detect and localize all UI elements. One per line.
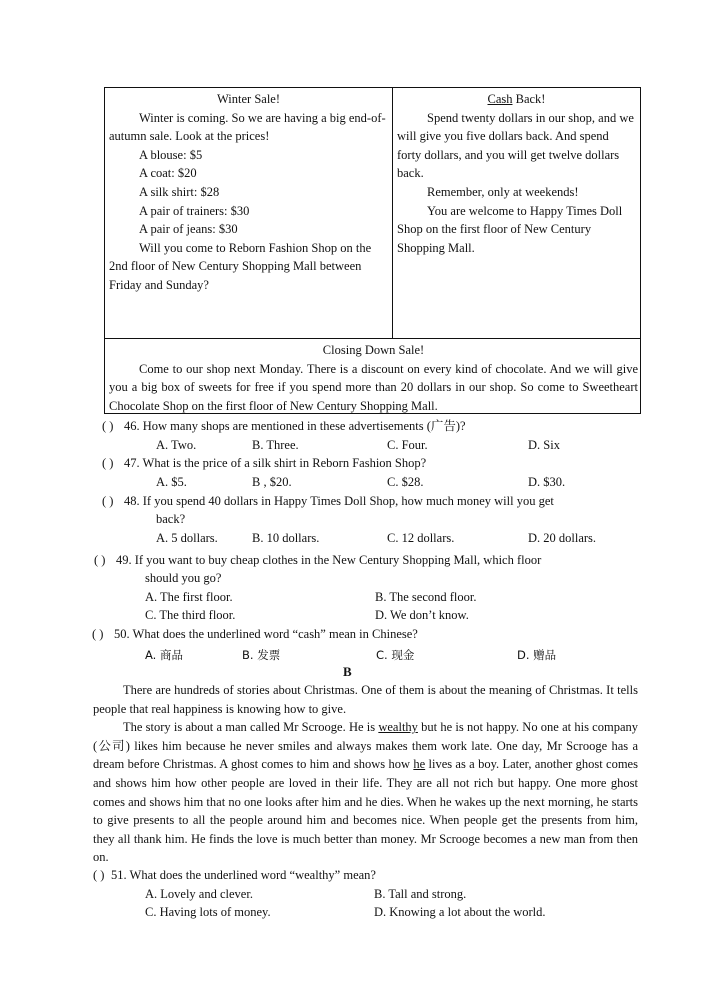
question-number: 49. xyxy=(116,553,132,567)
q46-option-a[interactable]: A. Two. xyxy=(156,438,197,452)
cash-back-ad xyxy=(393,88,640,338)
closing-down-body: Come to our shop next Monday. There is a discount on every kind of chocolate. And we will give you a big box of sweets for free if you spend more than 20 dollars in our shop. So come to Sweetheart Chocolate Shop on the first floor of New Century Shopping Mall. xyxy=(109,361,638,413)
question-text: What does the underlined word “wealthy” mean? xyxy=(129,868,376,882)
cash-back-p2: Remember, only at weekends! xyxy=(427,184,579,199)
q48-option-a[interactable]: A. 5 dollars. xyxy=(156,531,218,545)
q51-option-a[interactable]: A. Lovely and clever. xyxy=(145,887,253,901)
q50-option-b[interactable]: B. 发票 xyxy=(242,648,281,662)
q48-option-c[interactable]: C. 12 dollars. xyxy=(387,531,455,545)
passage-paragraph-2 xyxy=(93,718,638,867)
q51-option-d[interactable]: D. Knowing a lot about the world. xyxy=(374,905,546,919)
question-number: 47. xyxy=(124,456,140,470)
q49-option-c[interactable]: C. The third floor. xyxy=(145,608,236,622)
q47-option-d[interactable]: D. $30. xyxy=(528,475,566,489)
answer-blank[interactable]: ( ) xyxy=(102,456,114,470)
question-49 xyxy=(94,551,541,570)
q47-option-a[interactable]: A. $5. xyxy=(156,475,187,489)
christmas-passage xyxy=(93,681,638,867)
advertisements-table xyxy=(104,87,641,414)
question-text: If you want to buy cheap clothes in the New Century Shopping Mall, which floor xyxy=(134,553,542,567)
question-number: 48. xyxy=(124,494,140,508)
cash-back-title xyxy=(397,90,636,109)
question-number: 51. xyxy=(111,868,127,882)
cash-back-p1: Spend twenty dollars in our shop, and we will give you five dollars back. And spend forty dollars, and you will get twelve dollars back. xyxy=(397,110,634,181)
question-51 xyxy=(93,866,376,885)
q46-option-d[interactable]: D. Six xyxy=(528,438,560,452)
price-jeans: A pair of jeans: $30 xyxy=(139,222,238,237)
question-text: How many shops are mentioned in these advertisements (广告)? xyxy=(142,419,466,433)
q50-option-d[interactable]: D. 赠品 xyxy=(517,648,557,662)
passage-text: but he is not happy. No one at his company (公司) likes him because he never smiles and always makes them work late. One day, Mr Scrooge has a dream before Christmas. A ghost comes to him and shows how xyxy=(93,720,638,772)
question-48 xyxy=(102,492,554,511)
answer-blank[interactable]: ( ) xyxy=(102,419,114,433)
q49-option-d[interactable]: D. We don’t know. xyxy=(375,608,469,622)
section-b-heading: B xyxy=(343,664,352,679)
winter-sale-intro: Winter is coming. So we are having a big end-of-autumn sale. Look at the prices! xyxy=(109,110,386,144)
winter-sale-closing: Will you come to Reborn Fashion Shop on the 2nd floor of New Century Shopping Mall between Friday and Sunday? xyxy=(109,240,372,292)
closing-down-ad xyxy=(105,338,640,413)
winter-sale-ad xyxy=(105,88,393,338)
question-46 xyxy=(102,417,466,436)
q48-option-b[interactable]: B. 10 dollars. xyxy=(252,531,320,545)
q51-option-c[interactable]: C. Having lots of money. xyxy=(145,905,271,919)
question-text: What does the underlined word “cash” mean in Chinese? xyxy=(132,627,418,641)
cash-back-p3: You are welcome to Happy Times Doll Shop on the first floor of New Century Shopping Mall. xyxy=(397,203,623,255)
passage-text: The story is about a man called Mr Scrooge. He is xyxy=(123,720,379,735)
price-blouse: A blouse: $5 xyxy=(139,147,203,162)
underlined-cash: Cash xyxy=(487,92,513,106)
price-trainers: A pair of trainers: $30 xyxy=(139,203,250,218)
winter-sale-title: Winter Sale! xyxy=(216,92,280,106)
question-text: If you spend 40 dollars in Happy Times Doll Shop, how much money will you get xyxy=(142,494,554,508)
price-coat: A coat: $20 xyxy=(139,166,197,181)
cash-back-title-rest: Back! xyxy=(512,92,546,106)
passage-text: lives as a boy. Later, another ghost comes and shows him how other people are loved in their life. They are all not rich but happy. One more ghost comes and shows him that no one looks after him and he dies. When he wakes up the next morning, he starts to give presents to all the people around him and becomes nice. When people get the presents from him, they all thank him. He finds the love is much better than money. Mr Scrooge becomes a new man from then on. xyxy=(93,757,638,865)
q49-option-a[interactable]: A. The first floor. xyxy=(145,590,233,604)
q51-option-b[interactable]: B. Tall and strong. xyxy=(374,887,467,901)
question-50 xyxy=(92,625,418,644)
underlined-he: he xyxy=(413,757,426,772)
answer-blank[interactable]: ( ) xyxy=(93,868,105,882)
question-number: 50. xyxy=(114,627,130,641)
answer-blank[interactable]: ( ) xyxy=(92,627,104,641)
q46-option-c[interactable]: C. Four. xyxy=(387,438,428,452)
q48-text-continued: back? xyxy=(156,512,186,526)
q50-option-c[interactable]: C. 现金 xyxy=(376,648,415,662)
passage-paragraph-1: There are hundreds of stories about Christmas. One of them is about the meaning of Christmas. It tells people that real happiness is knowing how to give. xyxy=(93,683,638,716)
question-number: 46. xyxy=(124,419,140,433)
q48-option-d[interactable]: D. 20 dollars. xyxy=(528,531,597,545)
question-text: What is the price of a silk shirt in Reborn Fashion Shop? xyxy=(142,456,427,470)
answer-blank[interactable]: ( ) xyxy=(102,494,114,508)
q50-option-a[interactable]: A. 商品 xyxy=(145,648,183,662)
q47-option-c[interactable]: C. $28. xyxy=(387,475,424,489)
price-silk-shirt: A silk shirt: $28 xyxy=(139,184,220,199)
q46-option-b[interactable]: B. Three. xyxy=(252,438,299,452)
question-47 xyxy=(102,454,426,473)
q47-option-b[interactable]: B , $20. xyxy=(252,475,292,489)
answer-blank[interactable]: ( ) xyxy=(94,553,106,567)
closing-down-title: Closing Down Sale! xyxy=(322,343,425,357)
underlined-wealthy: wealthy xyxy=(378,720,418,735)
q49-option-b[interactable]: B. The second floor. xyxy=(375,590,477,604)
q49-text-continued: should you go? xyxy=(145,571,222,585)
